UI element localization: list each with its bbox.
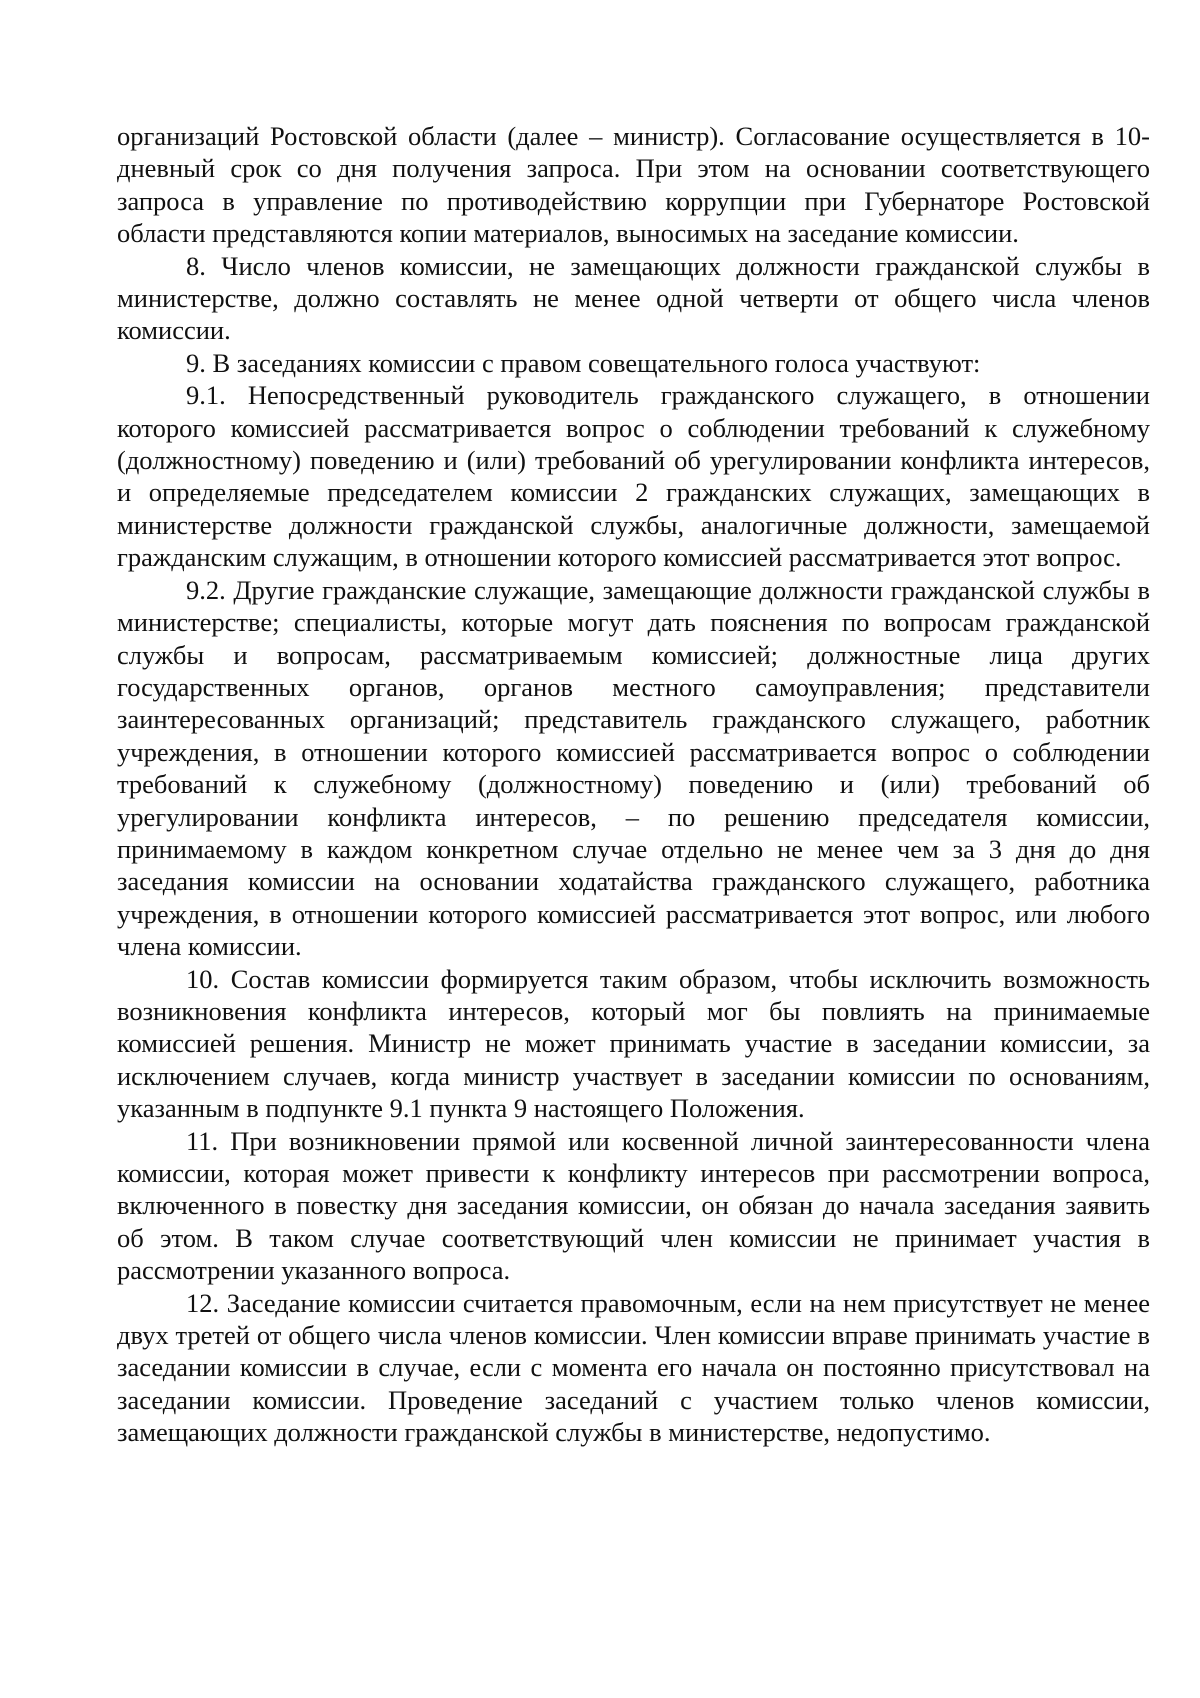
- paragraph-10: 10. Состав комиссии формируется таким образом, чтобы исключить возможность возникновения конфликта интересов, который мог бы повлиять на принимаемые комиссией решения. Министр не может принимать участие в заседании комиссии, за исключением случаев, когда министр участвует в заседании комиссии по основаниям, указанным в подпункте 9.1 пункта 9 настоящего Положения.: [117, 963, 1150, 1124]
- paragraph-11: 11. При возникновении прямой или косвенной личной заинтересованности члена комиссии, которая может привести к конфликту интересов при рассмотрении вопроса, включенного в повестку дня заседания комиссии, он обязан до начала заседания заявить об этом. В таком случае соответствующий член комиссии не принимает участия в рассмотрении указанного вопроса.: [117, 1125, 1150, 1286]
- paragraph-8: 8. Число членов комиссии, не замещающих должности гражданской службы в министерстве, должно составлять не менее одной четверти от общего числа членов комиссии.: [117, 250, 1150, 346]
- paragraph-continuation: организаций Ростовской области (далее – министр). Согласование осуществляется в 10-дневный срок со дня получения запроса. При этом на основании соответствующего запроса в управление по противодействию коррупции при Губернаторе Ростовской области представляются копии материалов, выносимых на заседание комиссии.: [117, 121, 1150, 249]
- paragraph-9-1: 9.1. Непосредственный руководитель гражданского служащего, в отношении которого комиссией рассматривается вопрос о соблюдении требований к служебному (должностному) поведению и (или) требований об урегулировании конфликта интересов, и определяемые председателем комиссии 2 гражданских служащих, замещающих в министерстве должности гражданской службы, аналогичные должности, замещаемой гражданским служащим, в отношении которого комиссией рассматривается этот вопрос.: [117, 380, 1150, 573]
- paragraph-9: 9. В заседаниях комиссии с правом совещательного голоса участвуют:: [186, 347, 981, 378]
- document-body: [117, 120, 1150, 1449]
- paragraph-12: 12. Заседание комиссии считается правомочным, если на нем присутствует не менее двух третей от общего числа членов комиссии. Член комиссии вправе принимать участие в заседании комиссии в случае, если с момента его начала он постоянно присутствовал на заседании комиссии. Проведение заседаний с участием только членов комиссии, замещающих должности гражданской службы в министерстве, недопустимо.: [117, 1287, 1150, 1448]
- paragraph-9-2: 9.2. Другие гражданские служащие, замещающие должности гражданской службы в министерстве; специалисты, которые могут дать пояснения по вопросам гражданской службы и вопросам, рассматриваемым комиссией; должностные лица других государственных органов, органов местного самоуправления; представители заинтересованных организаций; представитель гражданского служащего, работник учреждения, в отношении которого комиссией рассматривается вопрос о соблюдении требований к служебному (должностному) поведению и (или) требований об урегулировании конфликта интересов, – по решению председателя комиссии, принимаемому в каждом конкретном случае отдельно не менее чем за 3 дня до дня заседания комиссии на основании ходатайства гражданского служащего, работника учреждения, в отношении которого комиссией рассматривается этот вопрос, или любого члена комиссии.: [117, 574, 1150, 962]
